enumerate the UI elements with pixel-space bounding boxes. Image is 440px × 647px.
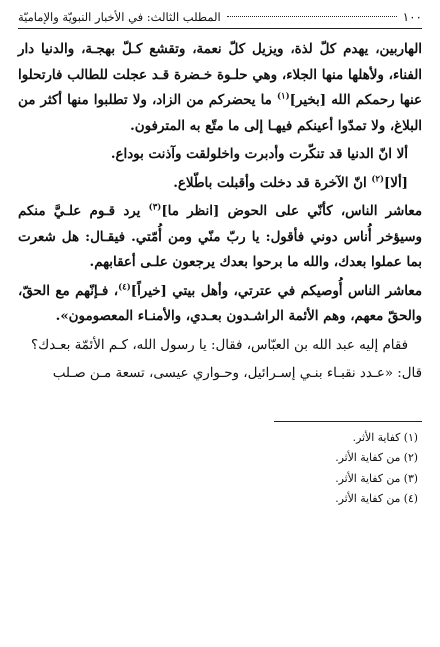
page-number: ١٠٠ bbox=[402, 10, 422, 24]
paragraph-5 bbox=[18, 279, 422, 330]
footnote-marker-4[interactable]: (٤) bbox=[118, 282, 131, 293]
header-dot-leader bbox=[227, 16, 397, 17]
paragraph-2: ألا انّ الدنيا قد تنكّرت وأدبرت واخلولقت وآذنت بوداع. bbox=[110, 146, 408, 162]
header-rule bbox=[18, 28, 422, 29]
paragraph-6: فقام إليه عبد الله بن العبّاس، فقال: يا رسول الله، كـم الأئمّة بعـدك؟ bbox=[31, 337, 408, 353]
paragraph-3-text-a: [ألا] bbox=[383, 174, 408, 191]
paragraph-1 bbox=[18, 37, 422, 139]
footnote-marker-3[interactable]: (٣) bbox=[148, 202, 162, 213]
footnote-marker-2[interactable]: (٢) bbox=[371, 174, 384, 185]
running-header-title: المطلب الثالث: في الأخبار النبويّة والإماميّة bbox=[18, 10, 221, 24]
footnote-marker-1[interactable]: (١) bbox=[276, 91, 290, 102]
paragraph-4-text-a: معاشر الناس، كأنّي على الحوض [انظر ما] bbox=[161, 203, 422, 219]
paragraph-4-text-b: يرد قـوم علـيَّ منكم وسيؤخر أُناس دوني فأقول: يا ربّ منّي ومن أُمّتي. فيقـال: هل شعرت بما عملوا بعدك، والله ما برحوا بعدك يرجعون علـى أعقابهم. bbox=[18, 203, 422, 270]
paragraph-3 bbox=[18, 171, 422, 197]
paragraph-1-text-a: الهاربين، يهدم كلّ لذة، ويزيل كلّ نعمة، وتقشع كـلّ بهجـة، والدنيا دار الفناء، ولأهلها منها الجلاء، وهي حلـوة خـضرة قـد عجلت للطالب فارتحلوا عنها رحمكم الله [بخير] bbox=[18, 41, 422, 108]
footnote-1: (١) كفاية الأثر. bbox=[352, 430, 418, 444]
paragraph-5-text-a: معاشر الناس أُوصيكم في عترتي، وأهل بيتي [خيراً] bbox=[130, 282, 422, 299]
footnotes bbox=[18, 428, 422, 510]
paragraph-3-text-b: انّ الآخرة قد دخلت وأقبلت باطّلاع. bbox=[173, 174, 372, 191]
running-header bbox=[18, 8, 422, 26]
paragraph-4 bbox=[18, 199, 422, 276]
footnote-4: (٤) من كفاية الأثر. bbox=[335, 492, 418, 505]
paragraph-7: قال: «عـدد نقبـاء بنـي إسـرائيل، وحـواري عيسى، تسعة مـن صـلب bbox=[52, 366, 422, 381]
footnote-2: (٢) من كفاية الأثر. bbox=[335, 451, 418, 464]
footnote-separator bbox=[274, 421, 422, 422]
paragraph-1-text-b: ما يحضركم من الزاد، ولا تطلبوا منها أكثر من البلاغ، ولا تمدّوا أعينكم فيهـا إلى ما متّع به المترفون. bbox=[18, 92, 422, 134]
main-text bbox=[18, 37, 422, 387]
book-page bbox=[18, 8, 422, 640]
paragraph-5-text-b: ، فـإنّهم مع الحقّ، والحقّ معهم، وهم الأئمة الراشـدون بعـدي، والأمنـاء المعصومون». bbox=[18, 282, 422, 324]
footnote-3: (٣) من كفاية الأثر. bbox=[335, 471, 418, 485]
